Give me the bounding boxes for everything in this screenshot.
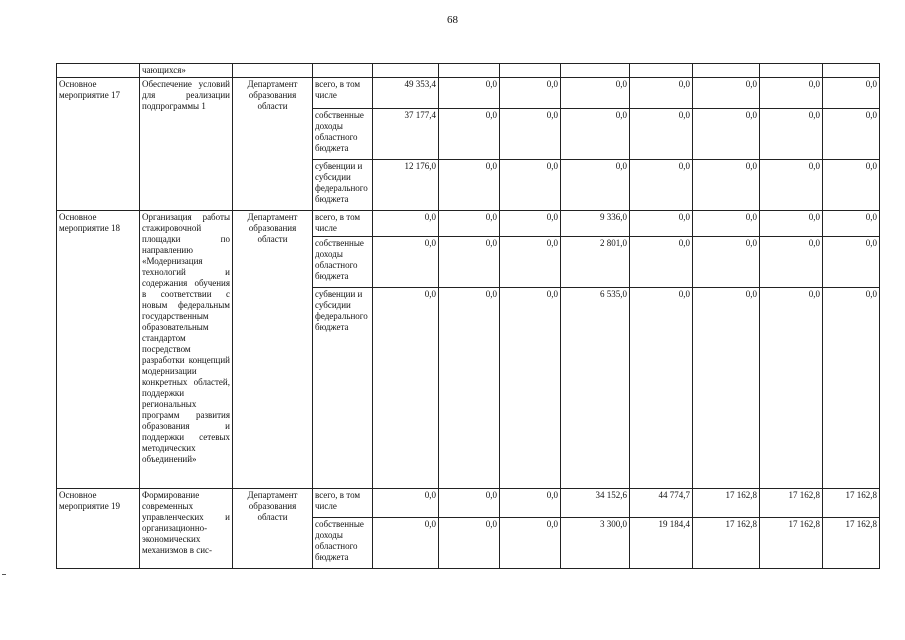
value-cell: 0,0: [373, 237, 439, 288]
value-cell: 0,0: [630, 109, 693, 160]
executor-cell: Департамент образования области: [233, 78, 313, 211]
value-cell: 0,0: [823, 109, 880, 160]
value-cell: 49 353,4: [373, 78, 439, 109]
value-cell: 0,0: [439, 211, 500, 237]
value-cell: 0,0: [373, 518, 439, 569]
budget-table: [56, 63, 880, 569]
value-cell: 6 535,0: [561, 288, 630, 489]
value-cell: 0,0: [630, 288, 693, 489]
value-cell: 0,0: [439, 518, 500, 569]
activity-cell: Основное мероприятие 19: [57, 489, 140, 569]
value-cell: 0,0: [760, 78, 823, 109]
source-cell: всего, в том числе: [313, 211, 373, 237]
value-cell: 0,0: [693, 237, 760, 288]
value-cell: 0,0: [760, 160, 823, 211]
cell: [693, 64, 760, 78]
value-cell: 0,0: [439, 237, 500, 288]
value-cell: 0,0: [823, 78, 880, 109]
value-cell: 34 152,6: [561, 489, 630, 518]
table-row: [57, 78, 880, 109]
description-cell: Организация работы стажировочной площадки по направлению «Модернизация технологий и содержания обучения в соответствии с новым федеральным государственным образовательным стандартом посредством разработки концепций модернизации конкретных областей, поддержки региональных программ развития образования и поддержки сетевых методических объединений»: [140, 211, 233, 489]
value-cell: 0,0: [439, 78, 500, 109]
value-cell: 9 336,0: [561, 211, 630, 237]
cell: [313, 64, 373, 78]
activity-cell: Основное мероприятие 17: [57, 78, 140, 211]
source-cell: собственные доходы областного бюджета: [313, 109, 373, 160]
value-cell: 0,0: [630, 78, 693, 109]
cell: [823, 64, 880, 78]
source-cell: всего, в том числе: [313, 489, 373, 518]
value-cell: 19 184,4: [630, 518, 693, 569]
value-cell: 0,0: [760, 237, 823, 288]
executor-cell: Департамент образования области: [233, 211, 313, 489]
source-cell: собственные доходы областного бюджета: [313, 237, 373, 288]
value-cell: 17 162,8: [760, 518, 823, 569]
value-cell: 17 162,8: [760, 489, 823, 518]
scan-speck: [2, 574, 6, 575]
cell: чающихся»: [140, 64, 233, 78]
value-cell: 17 162,8: [823, 489, 880, 518]
value-cell: 37 177,4: [373, 109, 439, 160]
value-cell: 0,0: [500, 78, 561, 109]
value-cell: 0,0: [373, 288, 439, 489]
value-cell: 0,0: [373, 211, 439, 237]
source-cell: собственные доходы областного бюджета: [313, 518, 373, 569]
source-cell: всего, в том числе: [313, 78, 373, 109]
value-cell: 0,0: [500, 109, 561, 160]
value-cell: 0,0: [630, 160, 693, 211]
value-cell: 0,0: [693, 211, 760, 237]
value-cell: 17 162,8: [823, 518, 880, 569]
value-cell: 0,0: [823, 288, 880, 489]
value-cell: 0,0: [561, 78, 630, 109]
value-cell: 0,0: [693, 78, 760, 109]
source-cell: субвенции и субсидии федерального бюджета: [313, 288, 373, 489]
value-cell: 3 300,0: [561, 518, 630, 569]
description-cell: Формирование современных управленческих и организационно-экономических механизмов в сис-: [140, 489, 233, 569]
value-cell: 0,0: [760, 109, 823, 160]
value-cell: 0,0: [439, 288, 500, 489]
value-cell: 0,0: [373, 489, 439, 518]
table-row: [57, 211, 880, 237]
value-cell: 17 162,8: [693, 518, 760, 569]
cell: [439, 64, 500, 78]
value-cell: 0,0: [500, 211, 561, 237]
cell: [500, 64, 561, 78]
cell: [760, 64, 823, 78]
value-cell: 0,0: [823, 160, 880, 211]
value-cell: 0,0: [561, 160, 630, 211]
value-cell: 0,0: [500, 518, 561, 569]
value-cell: 0,0: [693, 288, 760, 489]
value-cell: 0,0: [823, 211, 880, 237]
value-cell: 0,0: [760, 288, 823, 489]
value-cell: 0,0: [693, 160, 760, 211]
value-cell: 0,0: [500, 160, 561, 211]
cell: [373, 64, 439, 78]
description-cell: Обеспечение условий для реализации подпрограммы 1: [140, 78, 233, 211]
value-cell: 0,0: [439, 109, 500, 160]
value-cell: 44 774,7: [630, 489, 693, 518]
value-cell: 0,0: [760, 211, 823, 237]
value-cell: 12 176,0: [373, 160, 439, 211]
activity-cell: Основное мероприятие 18: [57, 211, 140, 489]
cell: [561, 64, 630, 78]
table-row: [57, 489, 880, 518]
value-cell: 17 162,8: [693, 489, 760, 518]
cell: [630, 64, 693, 78]
executor-cell: Департамент образования области: [233, 489, 313, 569]
value-cell: 0,0: [630, 237, 693, 288]
value-cell: 0,0: [823, 237, 880, 288]
value-cell: 0,0: [693, 109, 760, 160]
value-cell: 0,0: [439, 489, 500, 518]
value-cell: 0,0: [439, 160, 500, 211]
cell: [57, 64, 140, 78]
value-cell: 0,0: [500, 489, 561, 518]
continuation-row: [57, 64, 880, 78]
value-cell: 0,0: [630, 211, 693, 237]
value-cell: 0,0: [500, 237, 561, 288]
page-number: 68: [447, 14, 458, 26]
source-cell: субвенции и субсидии федерального бюджета: [313, 160, 373, 211]
value-cell: 0,0: [561, 109, 630, 160]
cell: [233, 64, 313, 78]
value-cell: 2 801,0: [561, 237, 630, 288]
value-cell: 0,0: [500, 288, 561, 489]
